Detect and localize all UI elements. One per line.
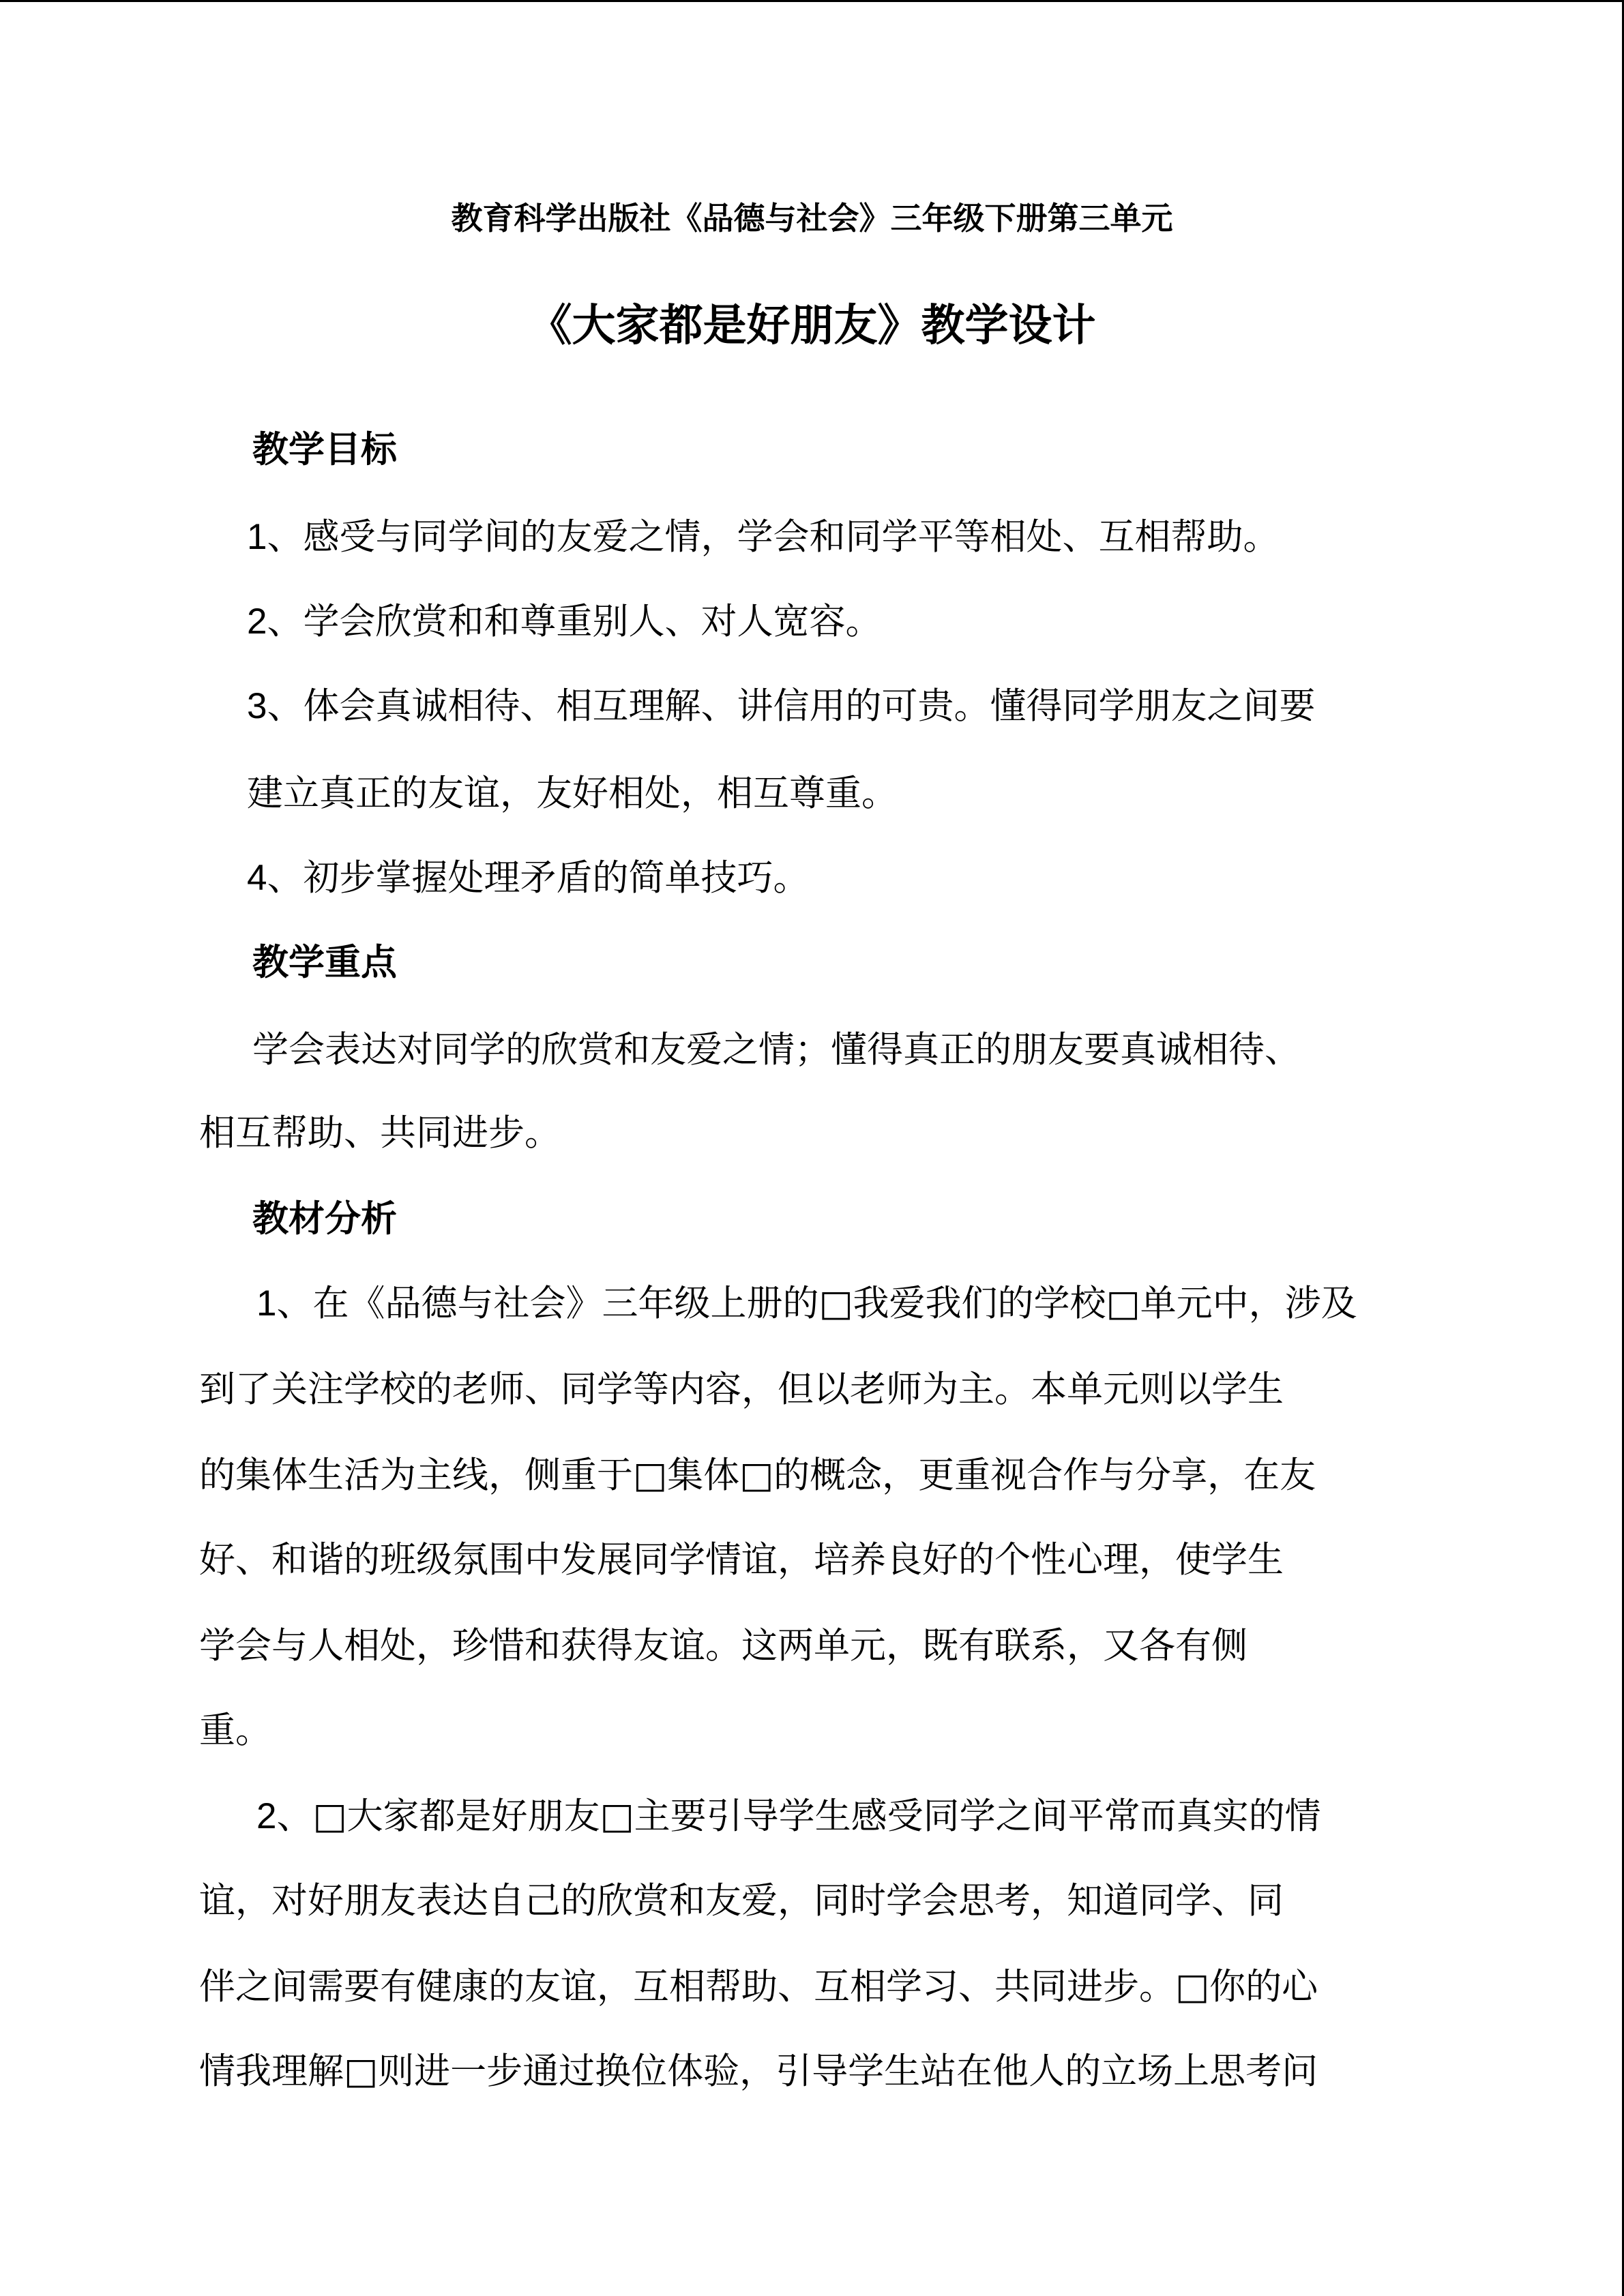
analysis-para1-line: 重。 [199,1710,271,1751]
key-points-line: 相互帮助、共同进步。 [199,1112,561,1154]
objective-item: 4、初步掌握处理矛盾的简单技巧。 [247,857,810,899]
key-points-heading: 教学重点 [252,942,397,983]
analysis-para2-line: 谊，对好朋友表达自己的欣赏和友爱，同时学会思考，知道同学、同 [199,1880,1284,1922]
analysis-para1-line: 到了关注学校的老师、同学等内容，但以老师为主。本单元则以学生 [199,1369,1284,1410]
objective-item: 建立真正的友谊，友好相处，相互尊重。 [247,773,898,814]
key-points-line: 学会表达对同学的欣赏和友爱之情；懂得真正的朋友要真诚相待、 [252,1029,1301,1071]
objectives-heading: 教学目标 [252,429,397,471]
analysis-para2-line: 伴之间需要有健康的友谊，互相帮助、互相学习、共同进步。□你的心 [199,1966,1318,2008]
analysis-para2-line: 2、□大家都是好朋友□主要引导学生感受同学之间平常而真实的情 [256,1795,1321,1837]
analysis-para1-line: 好、和谐的班级氛围中发展同学情谊，培养良好的个性心理，使学生 [199,1539,1284,1581]
analysis-para1-line: 学会与人相处，珍惜和获得友谊。这两单元，既有联系，又各有侧 [199,1625,1247,1667]
objective-item: 1、感受与同学间的友爱之情，学会和同学平等相处、互相帮助。 [247,516,1280,558]
objective-item: 3、体会真诚相待、相互理解、讲信用的可贵。懂得同学朋友之间要 [247,685,1316,727]
analysis-heading: 教材分析 [252,1198,397,1240]
analysis-para1-line: 的集体生活为主线，侧重于□集体□的概念，更重视合作与分享，在友 [199,1455,1316,1496]
analysis-para1-line: 1、在《品德与社会》三年级上册的□我爱我们的学校□单元中，涉及 [256,1283,1357,1324]
analysis-para2-line: 情我理解□则进一步通过换位体验，引导学生站在他人的立场上思考问 [199,2051,1318,2092]
objective-item: 2、学会欣赏和和尊重别人、对人宽容。 [247,601,882,642]
document-subtitle: 教育科学出版社《品德与社会》三年级下册第三单元 [451,200,1173,237]
document-title: 《大家都是好朋友》教学设计 [528,301,1096,351]
